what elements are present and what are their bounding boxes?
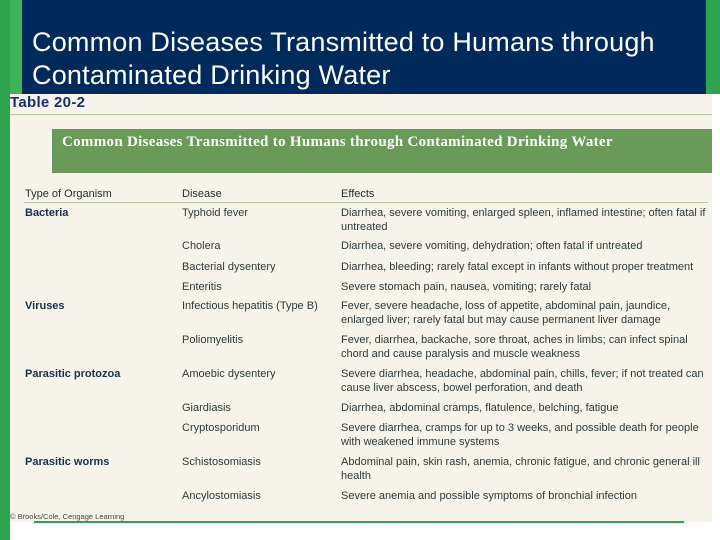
- disease-cell: Typhoid fever: [182, 207, 249, 219]
- effects-cell: Abdominal pain, skin rash, anemia, chronic fatigue, and chronic general ill health: [341, 456, 700, 482]
- image-credit: © Brooks/Cole, Cengage Learning: [10, 512, 125, 521]
- disease-cell: Ancylostomiasis: [182, 490, 261, 502]
- table-title-banner: [52, 129, 712, 173]
- disease-cell: Schistosomiasis: [182, 456, 261, 468]
- disease-cell: Cholera: [182, 240, 221, 252]
- disease-cell: Bacterial dysentery: [182, 261, 276, 273]
- effects-cell: Severe anemia and possible symptoms of bronchial infection: [341, 490, 637, 502]
- disease-cell: Giardiasis: [182, 402, 231, 414]
- divider: [10, 114, 712, 115]
- organism-cell: Viruses: [25, 300, 65, 312]
- effects-cell: Severe diarrhea, cramps for up to 3 weeks, and possible death for people with weakened immune systems: [341, 422, 699, 448]
- left-accent-stripe-inner: [10, 0, 22, 94]
- effects-cell: Diarrhea, severe vomiting, enlarged spleen, inflamed intestine; often fatal if untreated: [341, 207, 706, 233]
- slide-title: Common Diseases Transmitted to Humans through Contaminated Drinking Water: [32, 27, 655, 90]
- effects-cell: Diarrhea, severe vomiting, dehydration; often fatal if untreated: [341, 240, 643, 252]
- effects-cell: Severe diarrhea, headache, abdominal pain, chills, fever; if not treated can cause liver abscess, bowel perforation, and death: [341, 368, 704, 394]
- left-accent-stripe: [0, 0, 10, 540]
- right-accent-stripe: [706, 0, 720, 94]
- column-header-organism: Type of Organism: [25, 188, 112, 200]
- effects-cell: Fever, diarrhea, backache, sore throat, aches in limbs; can infect spinal chord and cause paralysis and muscle weakness: [341, 334, 688, 360]
- column-header-effects: Effects: [341, 188, 375, 200]
- disease-cell: Enteritis: [182, 281, 222, 293]
- slide-header: [22, 0, 706, 94]
- effects-cell: Fever, severe headache, loss of appetite, abdominal pain, jaundice, enlarged liver; rarely fatal but may cause permanent liver damage: [341, 300, 670, 326]
- effects-cell: Diarrhea, abdominal cramps, flatulence, belching, fatigue: [341, 402, 619, 414]
- table-label: Table 20-2: [10, 94, 86, 111]
- organism-cell: Parasitic protozoa: [25, 368, 121, 380]
- header-divider: [24, 202, 708, 203]
- column-header-disease: Disease: [182, 188, 222, 200]
- table-title: Common Diseases Transmitted to Humans through Contaminated Drinking Water: [62, 134, 613, 150]
- disease-cell: Poliomyelitis: [182, 334, 244, 346]
- organism-cell: Bacteria: [25, 207, 69, 219]
- organism-cell: Parasitic worms: [25, 456, 110, 468]
- disease-cell: Amoebic dysentery: [182, 368, 276, 380]
- disease-cell: Infectious hepatitis (Type B): [182, 300, 318, 312]
- disease-cell: Cryptosporidum: [182, 422, 260, 434]
- effects-cell: Diarrhea, bleeding; rarely fatal except in infants without proper treatment: [341, 261, 694, 273]
- footer-rule: [34, 521, 684, 523]
- effects-cell: Severe stomach pain, nausea, vomiting; rarely fatal: [341, 281, 592, 293]
- table-image: [10, 94, 712, 522]
